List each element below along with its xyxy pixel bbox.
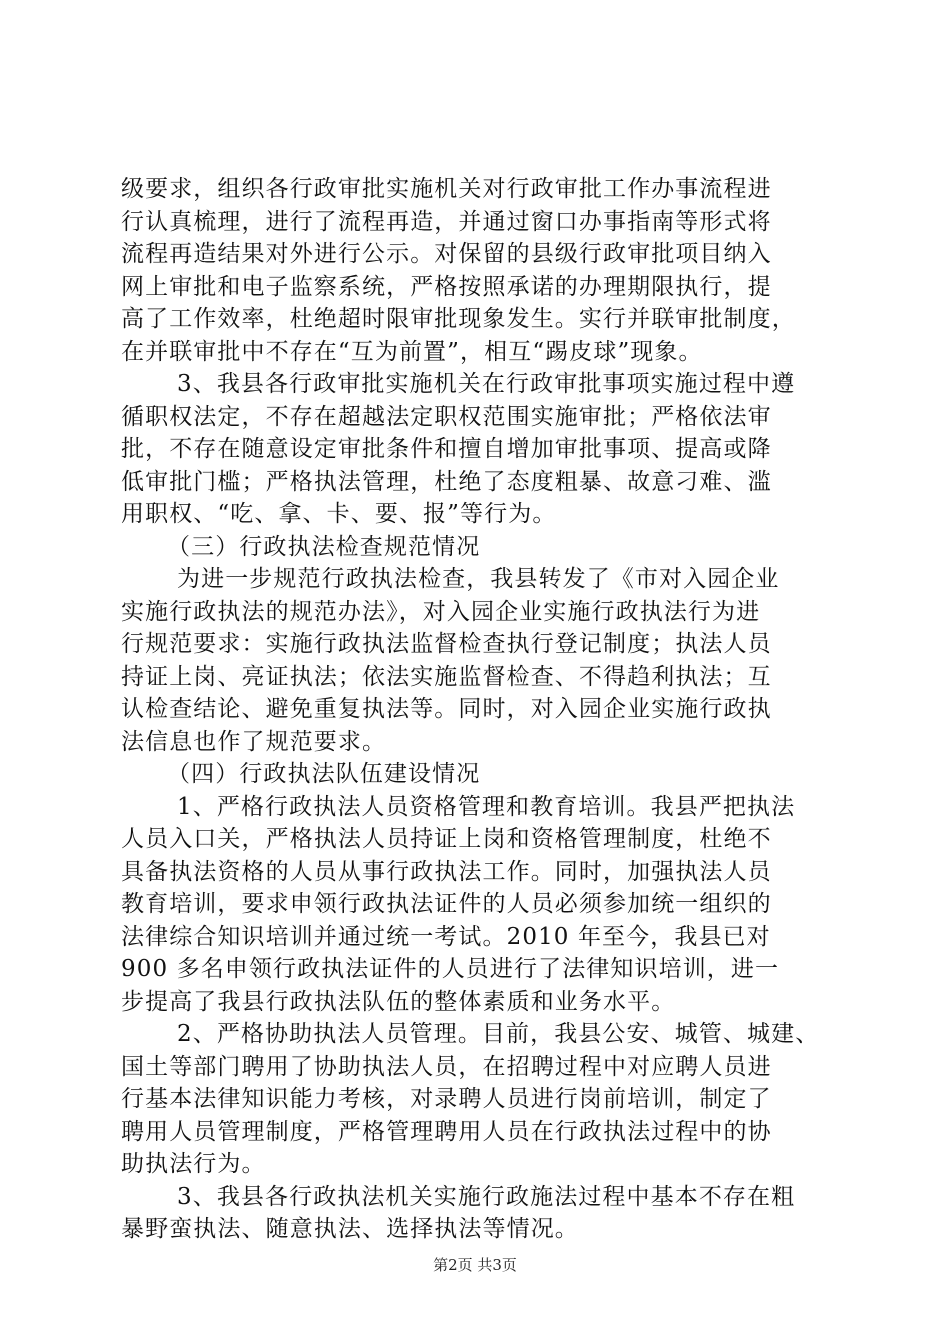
text-line: 教育培训，要求申领行政执法证件的人员必须参加统一组织的: [121, 891, 772, 917]
text-line: 暴野蛮执法、随意执法、选择执法等情况。: [121, 1216, 579, 1242]
text-line: 级要求，组织各行政审批实施机关对行政审批工作办事流程进: [121, 176, 772, 202]
text-line: 行认真梳理，进行了流程再造，并通过窗口办事指南等形式将: [121, 208, 772, 235]
text-line: 行基本法律知识能力考核，对录聘人员进行岗前培训，制定了: [121, 1086, 772, 1112]
text-line: 法信息也作了规范要求。: [121, 728, 387, 755]
text-line: 网上审批和电子监察系统，严格按照承诺的办理期限执行，提: [121, 273, 772, 300]
text-line: 助执法行为。: [121, 1151, 266, 1177]
page-footer: 第2页 共3页: [433, 1256, 517, 1274]
text-line: 持证上岗、亮证执法；依法实施监督检查、不得趋利执法；互: [121, 663, 772, 690]
text-line: 3、我县各行政审批实施机关在行政审批事项实施过程中遵: [177, 371, 796, 397]
text-line: 人员入口关，严格执法人员持证上岗和资格管理制度，杜绝不: [121, 826, 772, 852]
text-line: 用职权、“吃、拿、卡、要、报”等行为。: [121, 501, 557, 527]
text-line: 900 多名申领行政执法证件的人员进行了法律知识培训，进一: [121, 956, 780, 982]
text-line: 高了工作效率，杜绝超时限审批现象发生。实行并联审批制度，: [121, 306, 796, 332]
text-line: 实施行政执法的规范办法》，对入园企业实施行政执法行为进: [121, 598, 761, 625]
text-line: 循职权法定，不存在超越法定职权范围实施审批；严格依法审: [121, 403, 772, 430]
text-line: 低审批门槛；严格执法管理，杜绝了态度粗暴、故意刁难、滥: [121, 468, 772, 495]
text-line: 流程再造结果对外进行公示。对保留的县级行政审批项目纳入: [121, 241, 772, 267]
text-line: 认检查结论、避免重复执法等。同时，对入园企业实施行政执: [121, 696, 772, 722]
text-line: 行规范要求：实施行政执法监督检查执行登记制度；执法人员: [121, 631, 772, 657]
text-line: 在并联审批中不存在“互为前置”，相互“踢皮球”现象。: [121, 338, 703, 365]
text-line: 聘用人员管理制度，严格管理聘用人员在行政执法过程中的协: [121, 1118, 772, 1145]
text-line: 2、严格协助执法人员管理。目前，我县公安、城管、城建、: [177, 1021, 820, 1047]
text-line: 1、严格行政执法人员资格管理和教育培训。我县严把执法: [177, 793, 796, 820]
text-line: 3、我县各行政执法机关实施行政施法过程中基本不存在粗: [177, 1183, 796, 1210]
section-heading: （三）行政执法检查规范情况: [167, 533, 481, 560]
text-line: 步提高了我县行政执法队伍的整体素质和业务水平。: [121, 988, 676, 1015]
text-line: 批，不存在随意设定审批条件和擅自增加审批事项、提高或降: [121, 436, 772, 462]
text-line: 具备执法资格的人员从事行政执法工作。同时，加强执法人员: [121, 858, 772, 885]
text-line: 国土等部门聘用了协助执法人员，在招聘过程中对应聘人员进: [121, 1053, 772, 1080]
section-heading: （四）行政执法队伍建设情况: [167, 761, 481, 787]
document-body: [121, 173, 833, 1246]
text-line: 法律综合知识培训并通过统一考试。2010 年至今，我县已对: [121, 923, 771, 950]
text-line: 为进一步规范行政执法检查，我县转发了《市对入园企业: [177, 566, 780, 592]
